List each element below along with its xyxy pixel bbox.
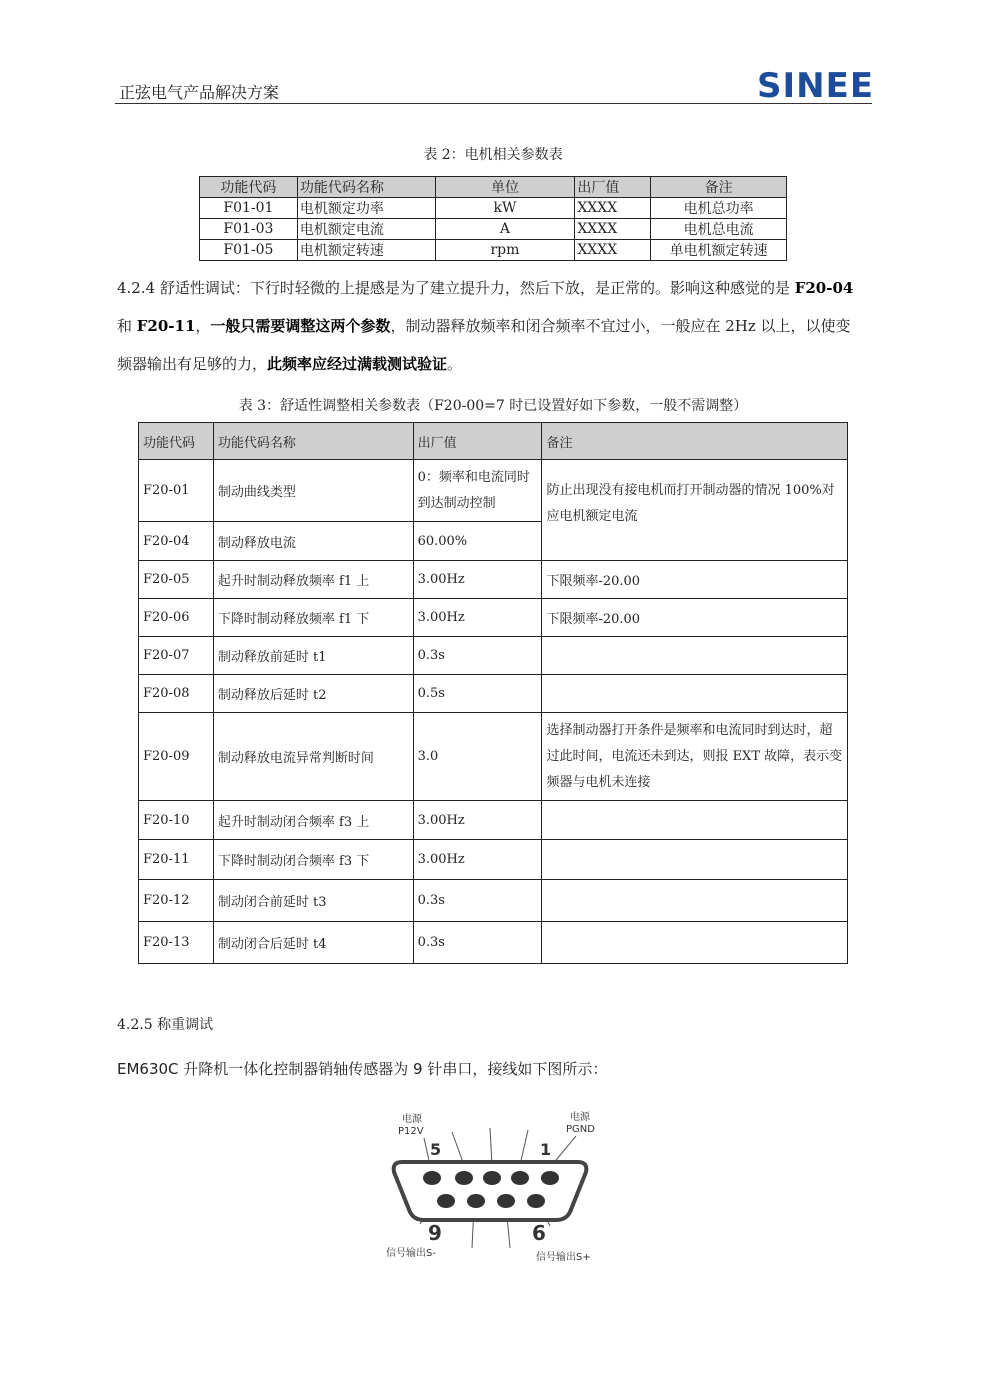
table-row [139, 801, 848, 840]
cell-code: F20-11 [139, 840, 214, 880]
cell-name: 电机额定转速 [297, 240, 435, 261]
table-row [139, 880, 848, 922]
cell-default: XXXX [575, 219, 651, 240]
pin-hole [483, 1171, 501, 1185]
leader-line [490, 1128, 492, 1165]
col-header-default: 出厂值 [575, 177, 651, 198]
col-header-default: 出厂值 [413, 423, 542, 460]
cell-default: XXXX [575, 198, 651, 219]
comfort-params-table [138, 422, 848, 964]
cell-default: 3.00Hz [413, 561, 542, 599]
cell-unit: A [435, 219, 575, 240]
col-header-name: 功能代码名称 [213, 423, 413, 460]
cell-code: F01-01 [200, 198, 298, 219]
pin-hole [423, 1171, 441, 1185]
cell-remark: 单电机额定转速 [651, 240, 787, 261]
para-text: 和 [117, 317, 137, 335]
comfort-tuning-paragraph [117, 269, 865, 383]
cell-code: F20-07 [139, 637, 214, 675]
cell-code: F20-10 [139, 801, 214, 840]
table2-caption: 表 3：舒适性调整相关参数表（F20-00=7 时已设置好如下参数，一般不需调整） [238, 398, 748, 414]
header-title: 正弦电气产品解决方案 [119, 83, 280, 102]
cell-name: 制动曲线类型 [213, 460, 413, 522]
cell-code: F20-09 [139, 713, 214, 801]
pin-hole [541, 1171, 559, 1185]
cell-name: 下降时制动闭合频率 f3 下 [213, 840, 413, 880]
cell-name: 制动释放后延时 t2 [213, 675, 413, 713]
cell-code: F20-05 [139, 561, 214, 599]
cell-unit: kW [435, 198, 575, 219]
label-power-pgnd-top: 电源 [570, 1112, 590, 1123]
cell-code: F20-01 [139, 460, 214, 522]
pin-1-number: 1 [540, 1140, 552, 1159]
cell-default: 0：频率和电流同时到达制动控制 [413, 460, 542, 522]
cell-code: F20-04 [139, 522, 214, 561]
cell-remark [542, 801, 848, 840]
connector-shell [394, 1162, 587, 1220]
cell-name: 下降时制动释放频率 f1 下 [213, 599, 413, 637]
para-text: ， [195, 317, 211, 335]
pin-hole [527, 1194, 545, 1208]
cell-remark [542, 840, 848, 880]
table-row [200, 240, 787, 261]
col-header-code: 功能代码 [200, 177, 298, 198]
table-row [139, 637, 848, 675]
brand-logo: SINEE [757, 66, 875, 106]
cell-default: XXXX [575, 240, 651, 261]
cell-code: F20-08 [139, 675, 214, 713]
label-power-p12v-top: 电源 [402, 1114, 422, 1125]
cell-default: 3.00Hz [413, 801, 542, 840]
para-text: ，制动器释放频率和闭合频率不宜过小，一般应在 2Hz 以上，以使变频器输出有足够的力， [117, 317, 851, 373]
table-row [139, 675, 848, 713]
col-header-code: 功能代码 [139, 423, 214, 460]
cell-default: 3.00Hz [413, 599, 542, 637]
table-header-row [200, 177, 787, 198]
cell-remark: 下限频率-20.00 [542, 561, 848, 599]
cell-remark [542, 922, 848, 964]
table-row [139, 713, 848, 801]
table-row [139, 922, 848, 964]
table1-caption: 表 2：电机相关参数表 [423, 147, 563, 163]
cell-code: F20-13 [139, 922, 214, 964]
cell-name: 制动释放前延时 t1 [213, 637, 413, 675]
cell-name: 电机额定电流 [297, 219, 435, 240]
label-signal-minus: 信号输出S- [386, 1248, 436, 1259]
cell-remark: 电机总功率 [651, 198, 787, 219]
cell-name: 制动释放电流 [213, 522, 413, 561]
cell-default: 0.3s [413, 922, 542, 964]
table-row [139, 460, 848, 522]
cell-remark [542, 880, 848, 922]
cell-unit: rpm [435, 240, 575, 261]
pin-6-number: 6 [532, 1221, 546, 1245]
table-row [139, 599, 848, 637]
cell-code: F01-03 [200, 219, 298, 240]
leader-line [520, 1130, 528, 1165]
para-text: 。 [447, 355, 463, 373]
pin-hole [497, 1194, 515, 1208]
header-divider [115, 103, 872, 104]
cell-default: 3.00Hz [413, 840, 542, 880]
cell-default: 60.00% [413, 522, 542, 561]
cell-code: F01-05 [200, 240, 298, 261]
table-row [200, 219, 787, 240]
label-power-pgnd-bottom: PGND [566, 1124, 595, 1135]
para-text: 4.2.4 舒适性调试：下行时轻微的上提感是为了建立提升力，然后下放，是正常的。影响这种感觉的是 [117, 279, 795, 297]
para-bold-emphasis: 一般只需要调整这两个参数 [210, 317, 391, 335]
section-title: 4.2.5 称重调试 [117, 1017, 214, 1033]
col-header-remark: 备注 [651, 177, 787, 198]
pin-hole [455, 1171, 473, 1185]
cell-name: 电机额定功率 [297, 198, 435, 219]
pin-5-number: 5 [430, 1140, 442, 1159]
cell-remark: 选择制动器打开条件是频率和电流同时到达时，超过此时间，电流还未到达，则报 EXT 故障，表示变频器与电机未连接 [542, 713, 848, 801]
cell-name: 起升时制动闭合频率 f3 上 [213, 801, 413, 840]
para-bold-param: F20-11 [136, 317, 196, 335]
para-bold-emphasis: 此频率应经过满载测试验证 [267, 355, 448, 373]
db9-connector-diagram [380, 1108, 610, 1268]
pin-hole [467, 1194, 485, 1208]
col-header-unit: 单位 [435, 177, 575, 198]
col-header-name: 功能代码名称 [297, 177, 435, 198]
cell-default: 0.5s [413, 675, 542, 713]
para-bold-param: F20-04 [794, 279, 854, 297]
cell-name: 制动闭合后延时 t4 [213, 922, 413, 964]
table-header-row [139, 423, 848, 460]
table-row [139, 840, 848, 880]
cell-remark: 防止出现没有接电机而打开制动器的情况 100%对应电机额定电流 [542, 460, 848, 561]
cell-name: 起升时制动释放频率 f1 上 [213, 561, 413, 599]
cell-default: 0.3s [413, 637, 542, 675]
pin-hole [437, 1194, 455, 1208]
cell-default: 0.3s [413, 880, 542, 922]
pin-hole [511, 1171, 529, 1185]
table-row [139, 561, 848, 599]
cell-remark: 电机总电流 [651, 219, 787, 240]
cell-code: F20-12 [139, 880, 214, 922]
cell-remark [542, 675, 848, 713]
col-header-remark: 备注 [542, 423, 848, 460]
cell-remark [542, 637, 848, 675]
motor-params-table [199, 176, 787, 261]
cell-default: 3.0 [413, 713, 542, 801]
label-signal-plus: 信号输出S+ [536, 1252, 591, 1263]
label-power-p12v-bottom: P12V [398, 1126, 424, 1137]
cell-code: F20-06 [139, 599, 214, 637]
cell-name: 制动闭合前延时 t3 [213, 880, 413, 922]
cell-name: 制动释放电流异常判断时间 [213, 713, 413, 801]
table-row [200, 198, 787, 219]
pin-9-number: 9 [428, 1221, 442, 1245]
sensor-description: EM630C 升降机一体化控制器销轴传感器为 9 针串口，接线如下图所示： [117, 1060, 608, 1078]
cell-remark: 下限频率-20.00 [542, 599, 848, 637]
